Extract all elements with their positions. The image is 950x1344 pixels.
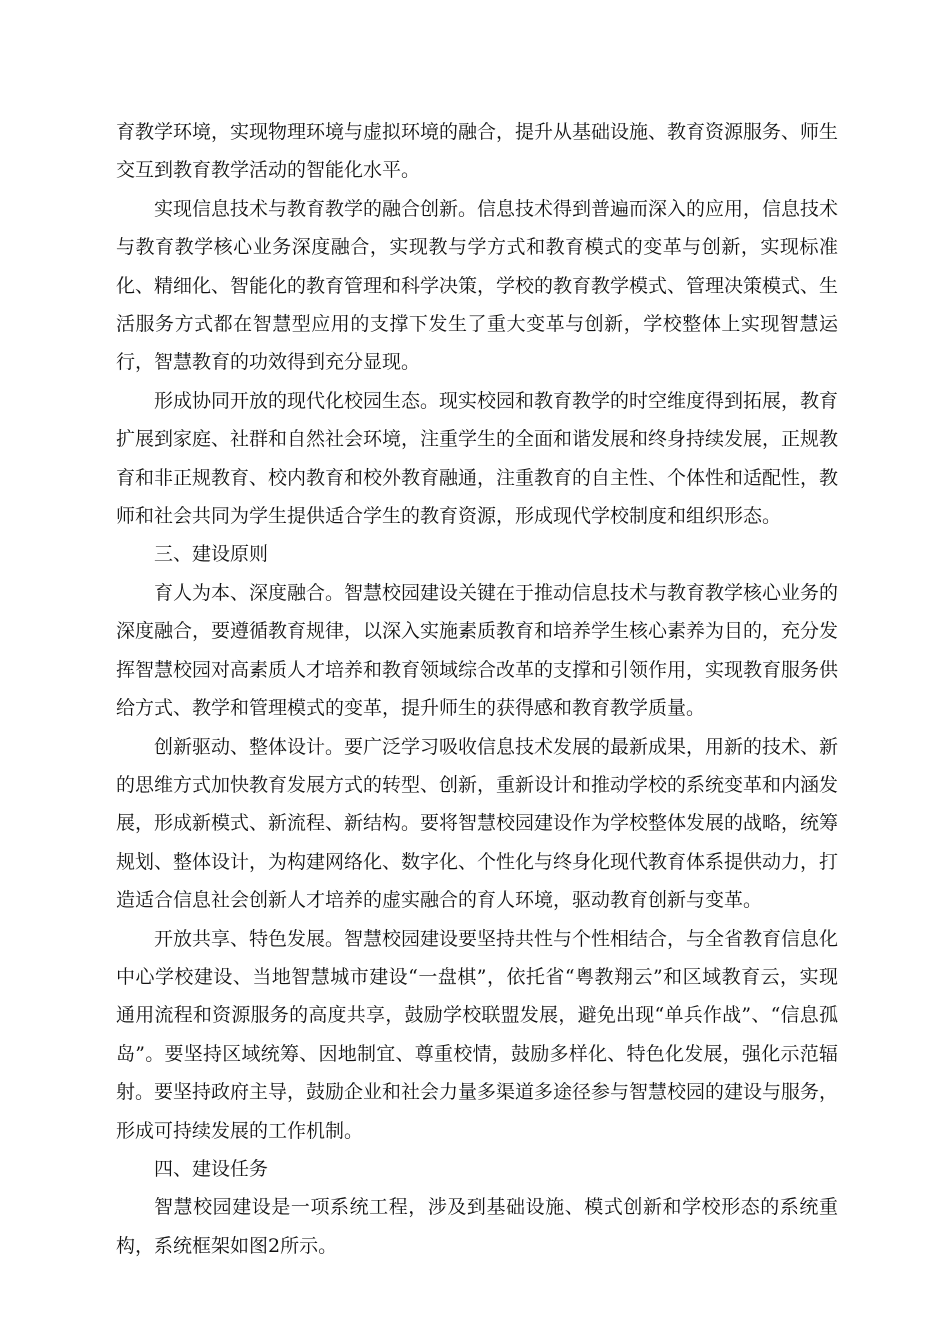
paragraph-integration-innovation: 实现信息技术与教育教学的融合创新。信息技术得到普遍而深入的应用，信息技术与教育教学核心业务深度融合，实现教与学方式和教育模式的变革与创新，实现标准化、精细化、智能化的教育管理和科学决策，学校的教育教学模式、管理决策模式、生活服务方式都在智慧型应用的支撑下发生了重大变革与创新，学校整体上实现智慧运行，智慧教育的功效得到充分显现。 bbox=[116, 197, 839, 374]
paragraph-innovation-driven: 创新驱动、整体设计。要广泛学习吸收信息技术发展的最新成果，用新的技术、新的思维方式加快教育发展方式的转型、创新，重新设计和推动学校的系统变革和内涵发展，形成新模式、新流程、新结构。要将智慧校园建设作为学校整体发展的战略，统筹规划、整体设计，为构建网络化、数字化、个性化与终身化现代教育体系提供动力，打造适合信息社会创新人才培养的虚实融合的育人环境，驱动教育创新与变革。 bbox=[116, 735, 839, 912]
section-heading-tasks: 四、建设任务 bbox=[154, 1157, 269, 1180]
paragraph-open-sharing: 开放共享、特色发展。智慧校园建设要坚持共性与个性相结合，与全省教育信息化中心学校建设、当地智慧城市建设“一盘棋”，依托省“粤教翔云”和区域教育云，实现通用流程和资源服务的高度共享，鼓励学校联盟发展，避免出现“单兵作战”、“信息孤岛”。要坚持区域统筹、因地制宜、尊重校情，鼓励多样化、特色化发展，强化示范辐射。要坚持政府主导，鼓励企业和社会力量多渠道多途径参与智慧校园的建设与服务，形成可持续发展的工作机制。 bbox=[116, 927, 839, 1142]
section-heading-principles: 三、建设原则 bbox=[154, 543, 269, 566]
paragraph-system-engineering: 智慧校园建设是一项系统工程，涉及到基础设施、模式创新和学校形态的系统重构，系统框架如图2所示。 bbox=[116, 1196, 838, 1257]
document-body bbox=[116, 113, 838, 1265]
paragraph-campus-ecology: 形成协同开放的现代化校园生态。现实校园和教育教学的时空维度得到拓展，教育扩展到家庭、社群和自然社会环境，注重学生的全面和谐发展和终身持续发展，正规教育和非正规教育、校内教育和校外教育融通，注重教育的自主性、个体性和适配性，教师和社会共同为学生提供适合学生的教育资源，形成现代学校制度和组织形态。 bbox=[116, 389, 839, 528]
paragraph-people-oriented: 育人为本、深度融合。智慧校园建设关键在于推动信息技术与教育教学核心业务的深度融合，要遵循教育规律，以深入实施素质教育和培养学生核心素养为目的，充分发挥智慧校园对高素质人才培养和教育领域综合改革的支撑和引领作用，实现教育服务供给方式、教学和管理模式的变革，提升师生的获得感和教育教学质量。 bbox=[116, 581, 839, 720]
paragraph-continued: 育教学环境，实现物理环境与虚拟环境的融合，提升从基础设施、教育资源服务、师生交互到教育教学活动的智能化水平。 bbox=[116, 121, 839, 182]
